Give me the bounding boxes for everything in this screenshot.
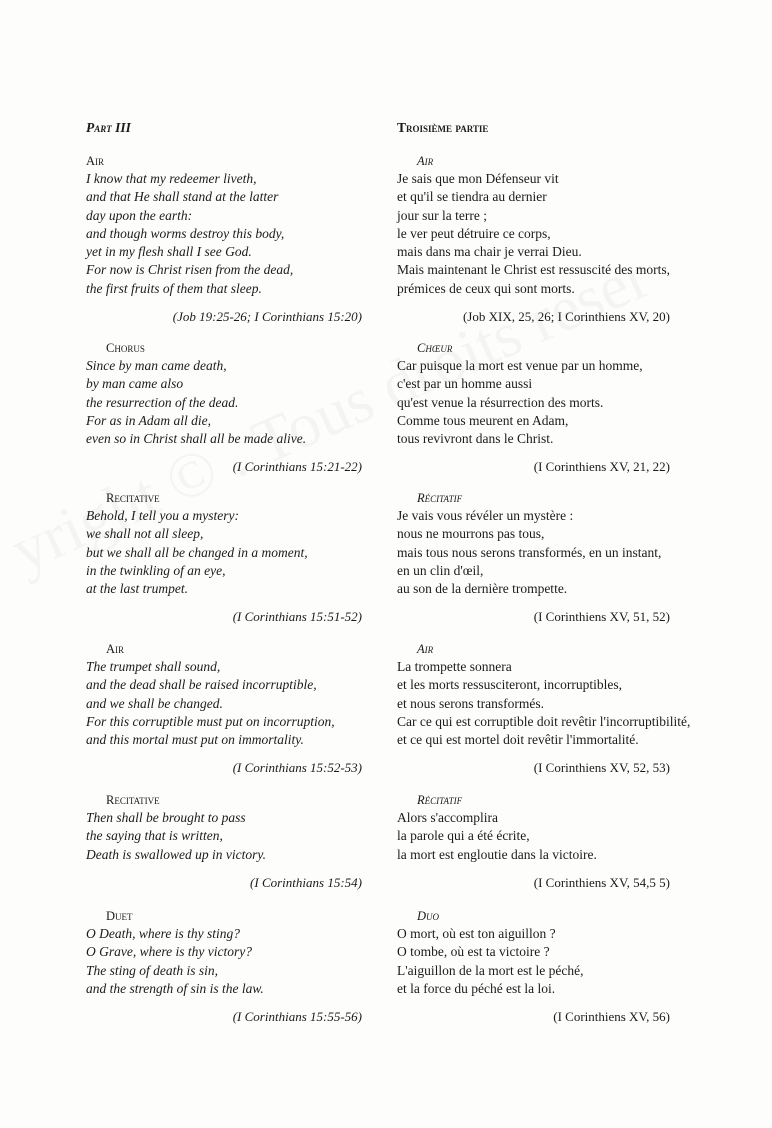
english-section — [86, 339, 376, 476]
french-section — [397, 489, 697, 626]
lyric-line: Mais maintenant le Christ est ressuscité des morts, — [397, 262, 670, 278]
lyric-line: O mort, où est ton aiguillon ? — [397, 926, 556, 941]
english-section — [86, 489, 376, 626]
scripture-reference: (I Corinthiens XV, 52, 53) — [533, 760, 670, 776]
lyric-line: and this mortal must put on immortality. — [86, 732, 304, 748]
section-heading: Chorus — [106, 341, 145, 355]
lyric-line: and though worms destroy this body, — [86, 225, 285, 241]
lyric-line: et ce qui est mortel doit revêtir l'immortalité. — [397, 732, 639, 748]
lyric-line: For as in Adam all die, — [86, 412, 212, 428]
scripture-reference: (I Corinthiens XV, 54,5 5) — [533, 874, 670, 890]
lyric-line: we shall not all sleep, — [86, 526, 204, 542]
english-section — [86, 907, 376, 1026]
section-heading: Recitative — [106, 793, 160, 807]
lyric-line: The sting of death is sin, — [86, 962, 219, 978]
lyric-line: and that He shall stand at the latter — [86, 189, 279, 205]
lyric-line: and the dead shall be raised incorruptible, — [86, 677, 317, 693]
lyric-line: Je sais que mon Défenseur vit — [397, 171, 559, 186]
scripture-reference: (Job XIX, 25, 26; I Corinthiens XV, 20) — [462, 309, 670, 325]
lyric-line: La trompette sonnera — [397, 659, 512, 674]
lyric-line: I know that my redeemer liveth, — [86, 171, 257, 186]
lyric-line: au son de la dernière trompette. — [397, 581, 568, 597]
lyric-line: For now is Christ risen from the dead, — [86, 262, 294, 278]
lyric-line: the resurrection of the dead. — [86, 394, 239, 410]
english-part-title: Part III — [86, 120, 131, 135]
lyric-line: by man came also — [86, 376, 184, 392]
lyric-line: yet in my flesh shall I see God. — [86, 244, 252, 260]
lyric-line: Then shall be brought to pass — [86, 810, 246, 825]
english-section — [86, 152, 376, 326]
lyric-line: le ver peut détruire ce corps, — [397, 225, 551, 241]
lyric-line: day upon the earth: — [86, 207, 193, 223]
lyric-line: and we shall be changed. — [86, 695, 223, 711]
lyric-line: but we shall all be changed in a moment, — [86, 544, 308, 560]
lyric-line: et les morts ressusciteront, incorruptibles, — [397, 677, 622, 693]
section-heading: Récitatif — [417, 491, 463, 505]
scripture-reference: (I Corinthians 15:21-22) — [232, 459, 362, 475]
french-section — [397, 640, 697, 777]
lyric-line: nous ne mourrons pas tous, — [397, 526, 545, 542]
lyric-line: O Grave, where is thy victory? — [86, 944, 252, 960]
scripture-reference: (I Corinthiens XV, 51, 52) — [533, 609, 670, 625]
scripture-reference: (I Corinthians 15:55-56) — [232, 1009, 362, 1025]
french-part-title: Troisième partie — [397, 120, 489, 135]
section-heading: Duet — [106, 909, 133, 923]
lyric-line: mais tous nous serons transformés, en un instant, — [397, 544, 662, 560]
section-heading: Air — [86, 154, 105, 168]
lyric-line: Behold, I tell you a mystery: — [86, 508, 239, 523]
lyric-line: mais dans ma chair je verrai Dieu. — [397, 244, 582, 260]
lyric-line: en un clin d'œil, — [397, 562, 484, 578]
section-heading: Duo — [417, 909, 440, 923]
scripture-reference: (I Corinthiens XV, 21, 22) — [533, 459, 670, 475]
lyric-line: la parole qui a été écrite, — [397, 828, 530, 844]
scripture-reference: (I Corinthians 15:51-52) — [232, 609, 362, 625]
lyric-line: prémices de ceux qui sont morts. — [397, 280, 575, 296]
section-heading: Air — [417, 642, 434, 656]
lyric-line: Car puisque la mort est venue par un homme, — [397, 358, 643, 373]
lyric-line: L'aiguillon de la mort est le péché, — [397, 962, 584, 978]
lyric-line: Car ce qui est corruptible doit revêtir l'incorruptibilité, — [397, 713, 691, 729]
lyric-line: Since by man came death, — [86, 358, 227, 373]
lyric-line: c'est par un homme aussi — [397, 376, 533, 392]
french-section — [397, 152, 697, 326]
lyric-line: O Death, where is thy sting? — [86, 926, 240, 941]
lyric-line: jour sur la terre ; — [397, 207, 487, 223]
lyric-line: even so in Christ shall all be made alive. — [86, 431, 307, 447]
section-heading: Air — [417, 154, 434, 168]
scripture-reference: (I Corinthiens XV, 56) — [553, 1009, 670, 1025]
lyric-line: la mort est engloutie dans la victoire. — [397, 846, 597, 862]
lyric-line: O tombe, où est ta victoire ? — [397, 944, 550, 960]
lyric-line: qu'est venue la résurrection des morts. — [397, 394, 604, 410]
scripture-reference: (Job 19:25-26; I Corinthians 15:20) — [172, 309, 362, 325]
english-section — [86, 640, 376, 777]
french-section — [397, 907, 697, 1026]
french-section — [397, 791, 697, 892]
lyric-line: in the twinkling of an eye, — [86, 562, 226, 578]
english-section — [86, 791, 376, 892]
lyric-line: et la force du péché est la loi. — [397, 980, 556, 996]
lyric-line: the saying that is written, — [86, 828, 223, 844]
lyric-line: at the last trumpet. — [86, 581, 188, 597]
lyric-line: et qu'il se tiendra au dernier — [397, 189, 547, 205]
lyric-line: Comme tous meurent en Adam, — [397, 412, 569, 428]
scripture-reference: (I Corinthians 15:54) — [250, 874, 362, 890]
lyric-line: tous revivront dans le Christ. — [397, 431, 554, 447]
section-heading: Récitatif — [417, 793, 463, 807]
section-heading: Recitative — [106, 491, 160, 505]
lyric-line: the first fruits of them that sleep. — [86, 280, 262, 296]
lyric-line: Alors s'accomplira — [397, 810, 499, 825]
lyric-line: and the strength of sin is the law. — [86, 980, 264, 996]
scripture-reference: (I Corinthians 15:52-53) — [232, 760, 362, 776]
section-heading: Chœur — [417, 341, 453, 355]
lyric-line: Death is swallowed up in victory. — [86, 846, 266, 862]
french-section — [397, 339, 697, 476]
lyric-line: The trumpet shall sound, — [86, 659, 221, 674]
lyric-line: Je vais vous révéler un mystère : — [397, 508, 574, 523]
lyric-line: For this corruptible must put on incorruption, — [86, 713, 335, 729]
section-heading: Air — [106, 642, 125, 656]
lyric-line: et nous serons transformés. — [397, 695, 544, 711]
